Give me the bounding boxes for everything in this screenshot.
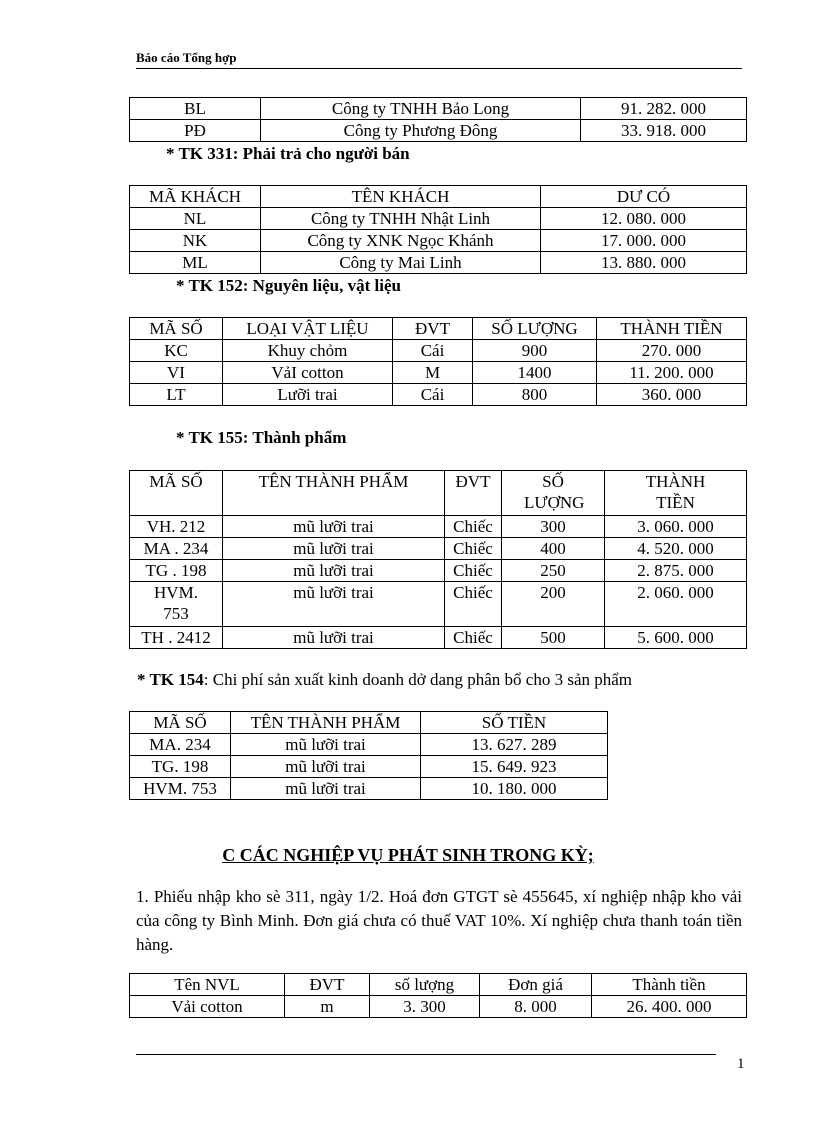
section-title-tk154 xyxy=(137,670,632,690)
section-title-tk154-code: * TK 154 xyxy=(137,670,204,689)
column-header: ĐVT xyxy=(393,318,473,340)
table-cell: Công ty TNHH Nhật Linh xyxy=(261,208,541,230)
column-header: TÊN KHÁCH xyxy=(261,186,541,208)
table-cell: Cái xyxy=(393,340,473,362)
table-cell: HVM. 753 xyxy=(130,778,231,800)
table-cell: 300 xyxy=(502,516,605,538)
column-header: số lượng xyxy=(370,974,480,996)
table-cell: 4. 520. 000 xyxy=(605,538,747,560)
table-row xyxy=(130,120,747,142)
transaction-paragraph: 1. Phiếu nhập kho sè 311, ngày 1/2. Hoá đơn GTGT sè 455645, xí nghiệp nhập kho vải của công ty Bình Minh. Đơn giá chưa có thuế VAT 10%. Xí nghiệp chưa thanh toán tiền hàng. xyxy=(136,887,742,954)
section-title-tk154-description: : Chi phí sản xuất kinh doanh dở dang phân bổ cho 3 sản phẩm xyxy=(203,670,633,689)
table-cell: NK xyxy=(130,230,261,252)
top-debtor-table xyxy=(129,97,747,142)
table-header-row xyxy=(130,974,747,996)
table-cell: Khuy chỏm xyxy=(223,340,393,362)
table-cell: MA . 234 xyxy=(130,538,223,560)
tk155-table xyxy=(129,470,747,649)
page-number: 1 xyxy=(737,1056,745,1072)
section-title-tk152: * TK 152: Nguyên liệu, vật liệu xyxy=(176,276,401,295)
column-header: THÀNH TIỀN xyxy=(605,471,747,516)
table-cell: mũ lưỡi trai xyxy=(223,627,445,649)
table-cell: HVM. 753 xyxy=(130,582,223,627)
table-cell: mũ lưỡi trai xyxy=(223,516,445,538)
table-cell: VH. 212 xyxy=(130,516,223,538)
column-header: MÃ SỐ xyxy=(130,712,231,734)
table-cell: 3. 300 xyxy=(370,996,480,1018)
table-header-row xyxy=(130,186,747,208)
table-cell: Chiếc xyxy=(445,538,502,560)
table-cell: 8. 000 xyxy=(480,996,592,1018)
nvl-table xyxy=(129,973,747,1018)
table-cell: 400 xyxy=(502,538,605,560)
column-header: SỐ TIỀN xyxy=(421,712,608,734)
table-cell: 500 xyxy=(502,627,605,649)
column-header: MÃ SỐ xyxy=(130,471,223,516)
table-cell: TH . 2412 xyxy=(130,627,223,649)
table-row xyxy=(130,538,747,560)
table-cell: MA. 234 xyxy=(130,734,231,756)
column-header: SỐ LƯỢNG xyxy=(473,318,597,340)
column-header: MÃ KHÁCH xyxy=(130,186,261,208)
table-header-row xyxy=(130,712,608,734)
tk331-table xyxy=(129,185,747,274)
table-cell: 200 xyxy=(502,582,605,627)
tk152-table xyxy=(129,317,747,406)
table-cell: TG . 198 xyxy=(130,560,223,582)
column-header: LOẠI VẬT LIỆU xyxy=(223,318,393,340)
table-cell: Công ty Phương Đông xyxy=(261,120,581,142)
section-title-tk155: * TK 155: Thành phẩm xyxy=(176,428,347,447)
page-header-title: Báo cáo Tổng hợp xyxy=(136,50,237,65)
section-title-tk331: * TK 331: Phải trả cho người bán xyxy=(166,144,410,163)
tk154-table xyxy=(129,711,608,800)
column-header: Đơn giá xyxy=(480,974,592,996)
table-cell: 11. 200. 000 xyxy=(597,362,747,384)
table-cell: Chiếc xyxy=(445,627,502,649)
column-header: Tên NVL xyxy=(130,974,285,996)
table-cell: 2. 060. 000 xyxy=(605,582,747,627)
table-row xyxy=(130,384,747,406)
table-cell: m xyxy=(285,996,370,1018)
column-header: MÃ SỐ xyxy=(130,318,223,340)
table-cell: Chiếc xyxy=(445,582,502,627)
table-row xyxy=(130,778,608,800)
table-cell: 26. 400. 000 xyxy=(592,996,747,1018)
table-cell: mũ lưỡi trai xyxy=(223,582,445,627)
column-header: SỐ LƯỢNG xyxy=(502,471,605,516)
table-row xyxy=(130,340,747,362)
table-row xyxy=(130,516,747,538)
table-cell: BL xyxy=(130,98,261,120)
table-cell: 1400 xyxy=(473,362,597,384)
table-row xyxy=(130,252,747,274)
table-cell: mũ lưỡi trai xyxy=(231,734,421,756)
table-row xyxy=(130,627,747,649)
table-cell: VI xyxy=(130,362,223,384)
table-cell: 270. 000 xyxy=(597,340,747,362)
table-cell: mũ lưỡi trai xyxy=(231,778,421,800)
table-row xyxy=(130,734,608,756)
table-cell: 13. 627. 289 xyxy=(421,734,608,756)
section-c-heading: C CÁC NGHIỆP VỤ PHÁT SINH TRONG KỲ; xyxy=(222,845,594,865)
table-cell: 17. 000. 000 xyxy=(541,230,747,252)
table-cell: mũ lưỡi trai xyxy=(231,756,421,778)
table-cell: 3. 060. 000 xyxy=(605,516,747,538)
table-cell: 250 xyxy=(502,560,605,582)
table-cell: Chiếc xyxy=(445,560,502,582)
table-cell: 2. 875. 000 xyxy=(605,560,747,582)
column-header: Thành tiền xyxy=(592,974,747,996)
table-cell: 5. 600. 000 xyxy=(605,627,747,649)
table-cell: PĐ xyxy=(130,120,261,142)
table-cell: Công ty TNHH Bảo Long xyxy=(261,98,581,120)
column-header: THÀNH TIỀN xyxy=(597,318,747,340)
table-row xyxy=(130,560,747,582)
table-row xyxy=(130,756,608,778)
table-row xyxy=(130,230,747,252)
table-row xyxy=(130,362,747,384)
table-cell: NL xyxy=(130,208,261,230)
table-cell: TG. 198 xyxy=(130,756,231,778)
table-cell: ML xyxy=(130,252,261,274)
table-row xyxy=(130,582,747,627)
table-cell: Công ty Mai Linh xyxy=(261,252,541,274)
column-header: ĐVT xyxy=(445,471,502,516)
table-cell: Lưỡi trai xyxy=(223,384,393,406)
table-cell: 15. 649. 923 xyxy=(421,756,608,778)
table-header-row xyxy=(130,318,747,340)
table-cell: 12. 080. 000 xyxy=(541,208,747,230)
column-header: DƯ CÓ xyxy=(541,186,747,208)
table-cell: 91. 282. 000 xyxy=(581,98,747,120)
footer-rule xyxy=(136,1054,716,1055)
table-cell: mũ lưỡi trai xyxy=(223,538,445,560)
table-cell: 360. 000 xyxy=(597,384,747,406)
table-header-row xyxy=(130,471,747,516)
table-cell: mũ lưỡi trai xyxy=(223,560,445,582)
table-cell: 13. 880. 000 xyxy=(541,252,747,274)
table-cell: LT xyxy=(130,384,223,406)
table-cell: 900 xyxy=(473,340,597,362)
header-rule xyxy=(136,68,742,69)
table-cell: Vải cotton xyxy=(130,996,285,1018)
table-row xyxy=(130,996,747,1018)
table-row xyxy=(130,98,747,120)
table-row xyxy=(130,208,747,230)
table-cell: Cái xyxy=(393,384,473,406)
table-cell: 800 xyxy=(473,384,597,406)
table-cell: Chiếc xyxy=(445,516,502,538)
column-header: ĐVT xyxy=(285,974,370,996)
table-cell: Công ty XNK Ngọc Khánh xyxy=(261,230,541,252)
table-cell: M xyxy=(393,362,473,384)
table-cell: KC xyxy=(130,340,223,362)
table-cell: VảI cotton xyxy=(223,362,393,384)
table-cell: 10. 180. 000 xyxy=(421,778,608,800)
column-header: TÊN THÀNH PHẨM xyxy=(231,712,421,734)
column-header: TÊN THÀNH PHẨM xyxy=(223,471,445,516)
table-cell: 33. 918. 000 xyxy=(581,120,747,142)
